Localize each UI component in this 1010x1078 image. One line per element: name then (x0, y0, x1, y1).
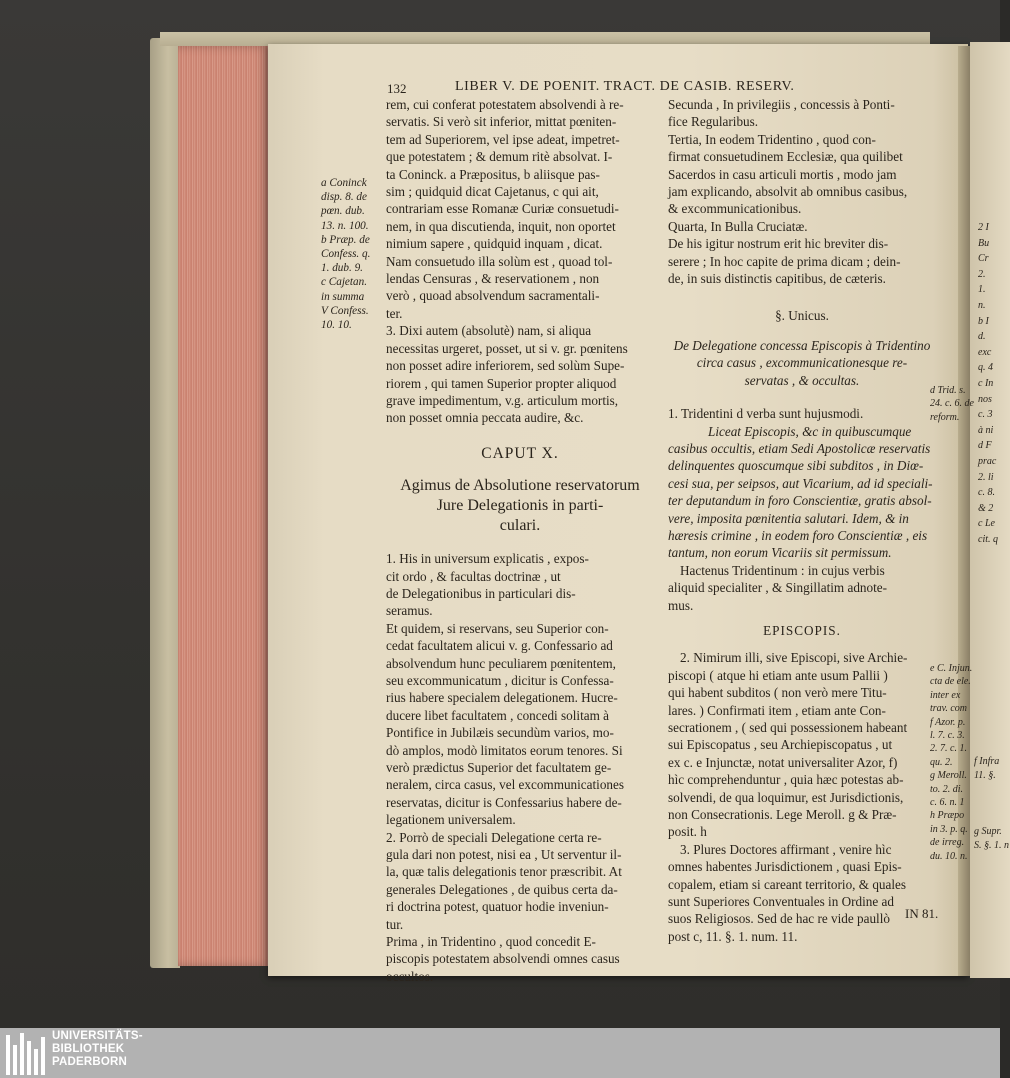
margin-note: 24. c. 6. de (930, 398, 974, 410)
catchword: IN 81. (905, 906, 939, 921)
fragment: prac (978, 455, 997, 467)
fragment: 2. (978, 268, 986, 280)
fragment: c. 8. (978, 487, 995, 499)
fragment: Bu (978, 237, 990, 249)
text-line: Et quidem, si reservans, seu Superior con- (386, 620, 609, 636)
section-subtitle-line: circa casus , excommunicationesque re- (696, 355, 908, 371)
margin-note: trav. com (930, 703, 968, 715)
left-marginal-notes (321, 176, 385, 332)
library-banner (0, 1028, 1000, 1078)
text-line: casibus occultis, etiam Sedi Apostolicæ reservatis (668, 440, 931, 456)
margin-note: e C. Injun. (930, 663, 973, 674)
margin-note: 10. 10. (321, 319, 352, 332)
fragment: nos (978, 393, 992, 405)
margin-note: reform. (930, 411, 960, 423)
fragment: g Supr. (974, 826, 1002, 837)
margin-note: de irreg. (930, 837, 965, 849)
text-line: qui habent subditos ( non verò mere Titu- (668, 685, 887, 701)
text-line: fice Regularibus. (668, 114, 759, 130)
text-line: sunt Superiores Conventuales in Ordine ad (668, 894, 894, 910)
margin-note: c. 6. n. 1 (930, 797, 965, 809)
section-subtitle-line: De Delegatione concessa Episcopis à Tridentino (673, 337, 931, 353)
text-line: aliquid specialiter , & Singillatim adnote- (668, 580, 888, 596)
text-line: de Delegationibus in particulari dis- (386, 585, 576, 601)
text-line: rius habere specialem delegationem. Hucre- (386, 690, 618, 706)
text-line: Pontifice in Jubilæis secundùm varios, mo- (386, 725, 614, 741)
text-line: & excommunicationibus. (668, 201, 802, 217)
book-cover-board (150, 38, 180, 968)
text-line: tem ad Superiorem, vel ipse adeat, impetret- (386, 131, 620, 147)
right-marginal-notes-bottom (930, 662, 972, 863)
text-line: secrationem , ( sed qui possessionem habeant (668, 720, 908, 735)
text-line: Secunda , In privilegiis , concessis à Ponti- (668, 97, 895, 112)
margin-note: qu. 2. (930, 756, 953, 768)
text-line: legationem universalem. (386, 812, 516, 828)
fragment: c Le (978, 518, 995, 530)
text-line: Hactenus Tridentinum : in cujus verbis (680, 562, 885, 578)
text-line: rem, cui conferat potestatem absolvendi à re- (386, 97, 624, 112)
text-line: copalem, etiam si careant territorio, & quales (668, 876, 907, 892)
margin-note: f Azor. p. (930, 716, 966, 728)
fragment: c In (978, 377, 994, 389)
library-logo-icon (6, 1033, 46, 1075)
fragment: d. (978, 331, 986, 343)
text-line: non Consecrationis. Lege Meroll. g & Præ- (668, 807, 897, 823)
margin-note: l. 7. c. 3. (930, 730, 965, 742)
text-line: neralem, circa casus, vel excommunicationes (386, 777, 625, 793)
text-line: posit. h (668, 824, 707, 840)
text-line: solvendi, de qua loquimur, est Jurisdictionis, (668, 789, 904, 805)
margin-note: to. 2. di. (930, 783, 964, 795)
text-line: occultos. (386, 968, 434, 984)
margin-note: V Confess. (321, 304, 369, 317)
episcopis-heading: EPISCOPIS. (763, 622, 841, 638)
text-line: Nam consuetudo illa solùm est , quoad tol- (386, 253, 613, 269)
text-line: lares. ) Confirmati item , etiam ante Con- (668, 702, 886, 718)
text-line: 1. His in universum explicatis , expos- (386, 551, 589, 567)
text-line: cesi sua, per seipsos, aut Vicarium, ad id speciali- (668, 475, 933, 491)
text-line: hæresis crimine , in eodem foro Conscientiæ , eis (668, 527, 928, 543)
fragment: 1. (978, 284, 986, 296)
text-line: gula dari non potest, nisi ea , Ut serventur il- (386, 847, 622, 863)
text-line: generales Delegationes , de quibus certa da- (386, 881, 618, 897)
fragment: n. (978, 299, 986, 311)
text-line: post c, 11. §. 1. num. 11. (668, 928, 798, 944)
text-line: piscopis potestatem absolvendi omnes casus (386, 951, 620, 967)
text-line: ter. (386, 305, 403, 321)
facing-page-fragments-bottom (974, 755, 1009, 853)
text-line: seramus. (386, 603, 433, 619)
fragment: S. §. 1. n (974, 840, 1009, 851)
text-line: suos Religiosos. Sed de hac re vide paullò (668, 911, 890, 927)
margin-note: in summa (321, 290, 365, 303)
fragment: exc (978, 346, 992, 358)
library-name-line: UNIVERSITÄTS- (52, 1030, 143, 1042)
chapter-subtitle (386, 476, 654, 536)
text-line: Quarta, In Bulla Cruciatæ. (668, 218, 808, 234)
text-line: non posset adire inferiorem, sed solùm Supe- (386, 358, 625, 374)
left-column (386, 96, 654, 985)
margin-note: inter ex (930, 689, 961, 701)
text-line: 2. Porrò de speciali Delegatione certa re- (386, 829, 602, 845)
chapter-subtitle-line: culari. (499, 517, 541, 535)
text-line: ri doctrina potest, quatuor hodie inveniun- (386, 899, 609, 915)
margin-note: 2. 7. c. 1. (930, 743, 967, 755)
text-line: la, quæ talis delegationis tenor præscribit. At (386, 864, 622, 880)
chapter-title: CAPUT X. (481, 444, 559, 462)
text-line: que potestatem ; & demum ritè absolvat. I- (386, 149, 613, 165)
text-line: 2. Nimirum illi, sive Episcopi, sive Archie- (680, 650, 908, 666)
text-line: vere, imposita pœnitentia salutari. Idem, & in (668, 510, 909, 526)
text-line: riorem , qui tamen Superior propter aliquod (386, 375, 617, 391)
fragment: 2 I (978, 222, 989, 233)
chapter-body (386, 550, 654, 985)
fragment (974, 783, 1000, 797)
library-name-line: BIBLIOTHEK (52, 1042, 125, 1055)
text-line: nem, in qua discutienda, inquit, non oportet (386, 218, 616, 234)
section-title: §. Unicus. (775, 308, 829, 324)
text-line: cit ordo , & facultas doctrinæ , ut (386, 568, 561, 584)
text-line: Tertia, In eodem Tridentino , quod con- (668, 131, 876, 147)
text-line: contrariam esse Romanæ Curiæ consuetudi- (386, 201, 619, 217)
text-line: Prima , in Tridentino , quod concedit E- (386, 934, 596, 950)
fragment (974, 797, 1000, 811)
text-line: verò prædictus Superior det facultatem ge- (386, 760, 612, 775)
section-subtitle (668, 337, 936, 389)
text-line: omnes habentes Jurisdictionem , quasi Epis- (668, 859, 902, 875)
text-line: 3. Dixi autem (absolutè) nam, si aliqua (386, 323, 592, 339)
fragment (974, 811, 1000, 825)
episcopis-body (668, 649, 939, 945)
right-marginal-notes-top (930, 384, 972, 424)
text-line: serere ; In hoc capite de prima dicam ; dein- (668, 253, 901, 269)
margin-note: cta de ele. (930, 676, 971, 688)
text-line: non posset omnia peccata audire, &c. (386, 410, 584, 426)
margin-note: disp. 8. de (321, 191, 367, 204)
text-line: tur. (386, 916, 404, 932)
fragment: f Infra (974, 756, 1000, 767)
text-line: nimium sapere , quidquid inquam , dicat. (386, 236, 603, 252)
red-page-edges (178, 46, 270, 966)
margin-note: in 3. p. q. (930, 823, 968, 835)
text-line: firmat consuetudinem Ecclesiæ, qua quilibet (668, 149, 903, 165)
fragment: à ni (978, 424, 994, 436)
margin-note: a Coninck (321, 177, 367, 189)
section-subtitle-line: servatas , & occultas. (744, 372, 860, 388)
margin-note: 1. dub. 9. (321, 262, 363, 275)
fragment: d F (978, 440, 992, 452)
right-column (668, 96, 939, 945)
library-name (52, 1030, 143, 1068)
fragment: c. 3 (978, 409, 993, 421)
text-line: dò amplos, modò limitatos eorum tenores. Si (386, 742, 623, 758)
text-line: reservatas, dicitur is Confessarius habere de- (386, 794, 622, 810)
text-line: De his igitur nostrum erit hic breviter dis- (668, 236, 889, 252)
text-line: sui Episcopatus , seu Archiepiscopatus , ut (668, 737, 893, 753)
page-number: 132 (387, 81, 407, 96)
text-line: necessitas urgeret, posset, ut si v. gr. pœnitens (386, 340, 628, 356)
text-line: hìc comprehenduntur , quia hæc potestas ab- (668, 772, 904, 788)
text-line: absolvendum hunc peculiarem pœnitentem, (386, 655, 616, 671)
text-line: mus. (668, 597, 694, 613)
text-line: ta Coninck. a Præpositus, b aliisque pas- (386, 166, 600, 182)
text-line: delinquentes quoscumque sibi subditos , in Diœ- (668, 458, 924, 474)
fragment: b I (978, 315, 989, 327)
margin-note: h Præpo (930, 810, 965, 822)
running-head: LIBER V. DE POENIT. TRACT. DE CASIB. RESERV. (455, 79, 795, 94)
text-line: piscopi ( atque hi etiam ante usum Pallii ) (668, 667, 888, 683)
margin-note: du. 10. n. (930, 850, 968, 862)
fragment: q. 4 (978, 362, 993, 374)
section-body (668, 405, 939, 945)
margin-note: g Meroll. (930, 770, 967, 782)
chapter-subtitle-line: Agimus de Absolutione reservatorum (400, 477, 640, 495)
fragment: 11. §. (974, 770, 996, 781)
text-line: tantum, non eorum Vicariis sit permissum. (668, 545, 892, 561)
fragment: & 2 (978, 502, 994, 514)
text-line: jam explicando, absolvit ab omnibus casibus, (668, 184, 908, 200)
text-line: Liceat Episcopis, &c in quibuscumque (708, 423, 912, 439)
margin-note: Confess. q. (321, 248, 371, 261)
margin-note: d Trid. s. (930, 385, 966, 396)
fragment: cit. q (978, 533, 998, 545)
text-line: ter deputandum in foro Conscientiæ, gratis absol- (668, 493, 932, 509)
fragment: Cr (978, 253, 989, 265)
text-line: 3. Plures Doctores affirmant , venire hìc (680, 841, 892, 857)
text-line: grave impedimentum, v.g. articulum mortis, (386, 392, 619, 408)
text-line: lendas Censuras , & reservationem , non (386, 271, 600, 287)
margin-note: b Præp. de (321, 233, 370, 246)
margin-note: c Cajetan. (321, 276, 367, 289)
text-line: cedat facultatem alicui v. g. Confessario ad (386, 638, 613, 654)
text-line: ex c. e Injunctæ, notat universaliter Azor, f) (668, 754, 898, 770)
margin-note: 13. n. 100. (321, 219, 369, 232)
facing-page-fragments-top (978, 220, 1000, 547)
text-line: servatis. Si verò sit inferior, mittat pœniten- (386, 114, 617, 130)
chapter-subtitle-line: Jure Delegationis in parti- (436, 497, 604, 515)
text-line: 1. Tridentini d verba sunt hujusmodi. (668, 406, 864, 422)
text-line: sim ; quidquid dicat Cajetanus, c qui ait, (386, 184, 599, 200)
text-line: seu excommunicatum , dicitur is Confessa- (386, 672, 614, 688)
text-line: verò , quoad absolvendum sacramentali- (386, 288, 600, 304)
margin-note: pœn. dub. (321, 205, 365, 218)
fragment: 2. li (978, 471, 994, 483)
text-line: ducere libet facultatem , concedi solitam à (386, 707, 609, 723)
library-name-line: PADERBORN (52, 1055, 128, 1068)
text-line: Sacerdos in casu articuli mortis , modo jam (668, 166, 897, 182)
text-line: de, in suis distinctis capitibus, de cæteris. (668, 271, 886, 287)
